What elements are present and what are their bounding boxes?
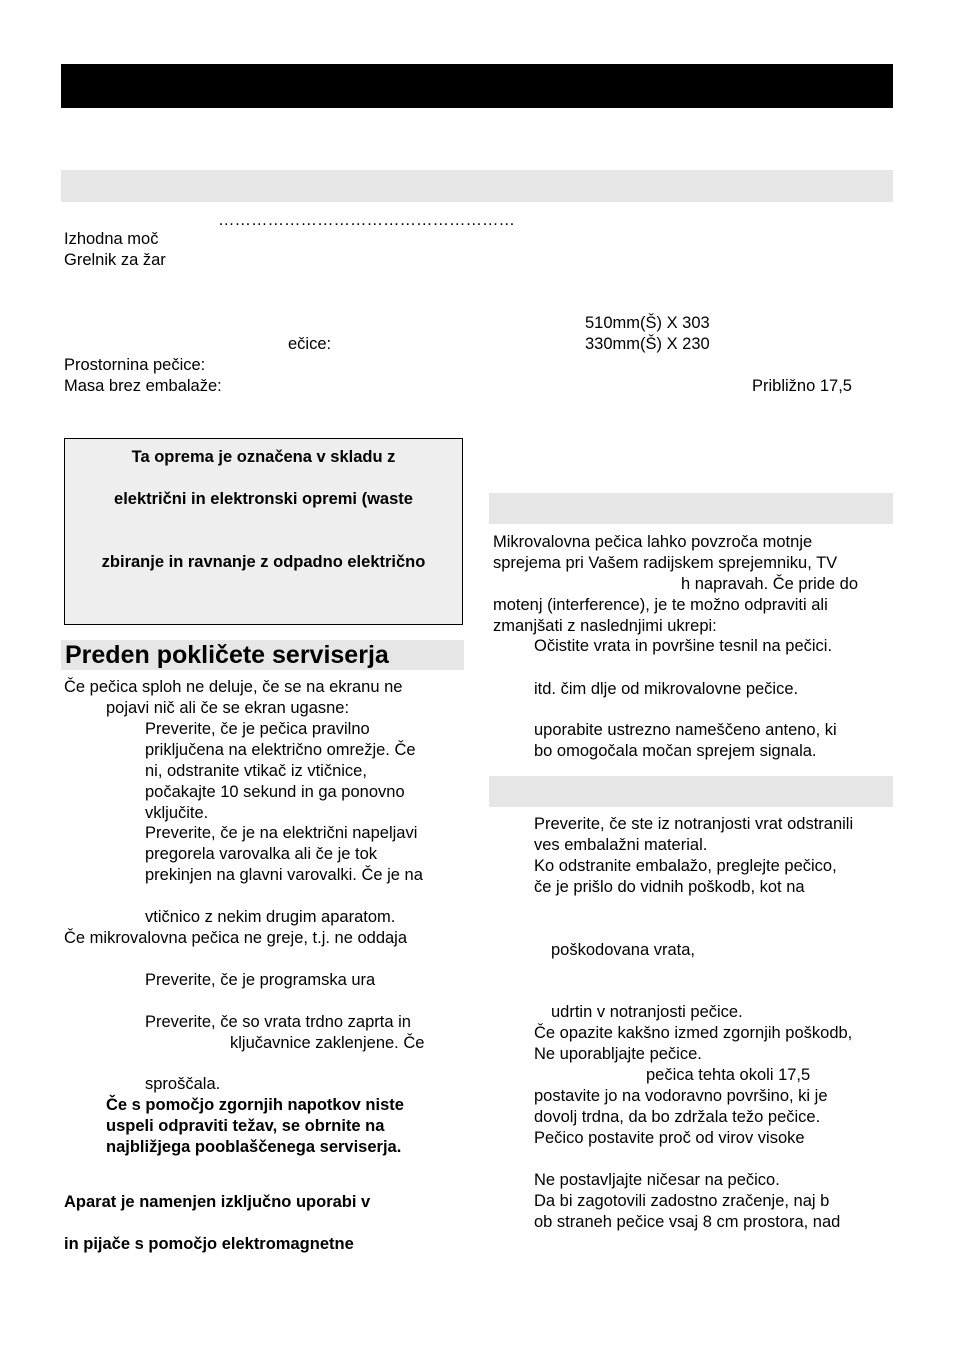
interference-line: zmanjšati z naslednjimi ukrepi: [493,617,717,635]
service-line: Če mikrovalovna pečica ne greje, t.j. ne oddaja [64,929,408,947]
weee-line-1: Ta oprema je označena v skladu z [131,448,396,466]
inner-dim-label: ečice: [288,335,332,353]
interference-line: h napravah. Če pride do [681,575,859,593]
installation-line: ob straneh pečice vsaj 8 cm prostora, nad [534,1213,841,1231]
volume-label: Prostornina pečice: [64,356,206,374]
installation-line: Pečico postavite proč od virov visoke [534,1129,805,1147]
grill-heater-label: Grelnik za žar [64,251,166,269]
intended-use-line-2: in pijače s pomočjo elektromagnetne [64,1235,354,1253]
weee-line-3: zbiranje in ravnanje z odpadno električno [101,553,426,571]
mass-value: Približno 17,5 [752,377,852,395]
installation-line: Da bi zagotovili zadostno zračenje, naj b [534,1192,830,1210]
service-heading-bar [61,640,464,670]
dotted-leader: ……………………………………………… [218,211,515,229]
service-line: Če pečica sploh ne deluje, če se na ekranu ne [64,678,403,696]
service-line: počakajte 10 sekund in ga ponovno [145,783,405,801]
interference-line: Mikrovalovna pečica lahko povzroča motnje [493,533,813,551]
installation-line: Ko odstranite embalažo, preglejte pečico, [534,857,837,875]
header-bar [61,64,893,108]
interference-line: bo omogočala močan sprejem signala. [534,742,817,760]
installation-line: ves embalažni material. [534,836,708,854]
outer-dim-value: 510mm(Š) X 303 [585,314,710,332]
service-line: ključavnice zaklenjene. Če [230,1034,425,1052]
weee-notice-box [64,438,463,625]
installation-line: Če opazite kakšno izmed zgornjih poškodb, [534,1024,853,1042]
service-bold-line: najbližjega pooblaščenega serviserja. [106,1138,402,1156]
service-bold-line: uspeli odpraviti težav, se obrnite na [106,1117,385,1135]
installation-line: poškodovana vrata, [551,941,696,959]
service-line: Preverite, če so vrata trdno zaprta in [145,1013,411,1031]
service-line: vključite. [145,804,209,822]
service-line: Preverite, če je programska ura [145,971,376,989]
service-line: ni, odstranite vtikač iz vtičnice, [145,762,367,780]
installation-line: udrtin v notranjosti pečice. [551,1003,743,1021]
installation-line: Ne postavljajte ničesar na pečico. [534,1171,780,1189]
interference-line: uporabite ustrezno nameščeno anteno, ki [534,721,837,739]
interference-line: Očistite vrata in površine tesnil na pečici. [534,637,833,655]
installation-line: če je prišlo do vidnih poškodb, kot na [534,878,805,896]
service-line: vtičnico z nekim drugim aparatom. [145,908,396,926]
service-heading: Preden pokličete serviserja [65,641,389,669]
output-power-label: Izhodna moč [64,230,159,248]
service-bold-line: Če s pomočjo zgornjih napotkov niste [106,1096,404,1114]
service-line: priključena na električno omrežje. Če [145,741,416,759]
installation-line: dovolj trdna, da bo zdržala težo pečice. [534,1108,821,1126]
service-line: Preverite, če je na električni napeljavi [145,824,418,842]
interference-line: sprejema pri Vašem radijskem sprejemniku, TV [493,554,838,572]
specs-section-bar [61,170,893,202]
interference-section-bar [489,493,893,524]
interference-line: itd. čim dlje od mikrovalovne pečice. [534,680,799,698]
intended-use-line-1: Aparat je namenjen izključno uporabi v [64,1193,371,1211]
service-line: pojavi nič ali če se ekran ugasne: [106,699,350,717]
weee-line-2: električni in elektronski opremi (waste [114,490,413,508]
service-line: pregorela varovalka ali če je tok [145,845,378,863]
interference-line: motenj (interference), je te možno odpraviti ali [493,596,828,614]
mass-label: Masa brez embalaže: [64,377,222,395]
installation-line: Ne uporabljajte pečice. [534,1045,702,1063]
service-line: Preverite, če je pečica pravilno [145,720,370,738]
service-line: prekinjen na glavni varovalki. Če je na [145,866,423,884]
installation-line: pečica tehta okoli 17,5 [646,1066,811,1084]
installation-section-bar [489,776,893,807]
service-line: sproščala. [145,1075,221,1093]
installation-line: postavite jo na vodoravno površino, ki je [534,1087,828,1105]
inner-dim-value: 330mm(Š) X 230 [585,335,710,353]
installation-line: Preverite, če ste iz notranjosti vrat odstranili [534,815,854,833]
